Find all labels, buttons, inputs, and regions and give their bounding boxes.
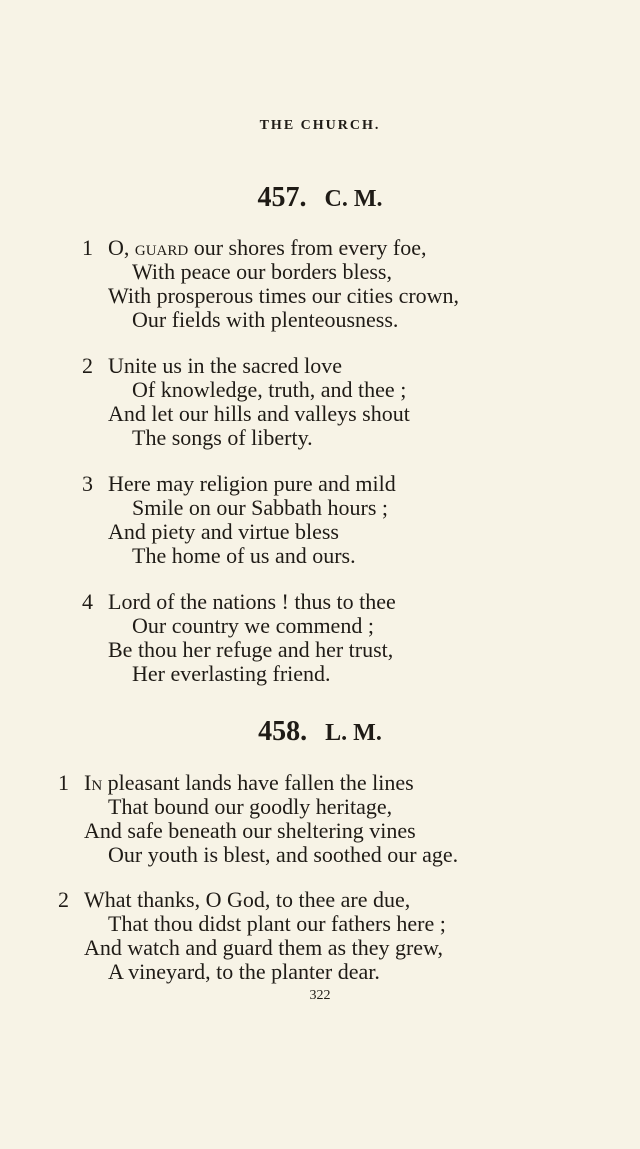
verse-text: pleasant lands have fallen the lines [102, 770, 414, 795]
verse-line [82, 353, 410, 378]
stanza-number: 1 [82, 235, 93, 260]
verse-line [82, 235, 459, 260]
verse-text: our shores from every foe, [188, 235, 427, 260]
verse-lead: O, [108, 235, 135, 260]
small-caps-word: guard [134, 235, 189, 260]
verse-line: That thou didst plant our fathers here ; [108, 911, 446, 936]
hymn-number: 457. [257, 182, 307, 213]
hymn-458-header [0, 716, 640, 748]
verse-line: Of knowledge, truth, and thee ; [132, 377, 407, 402]
verse-line: And safe beneath our sheltering vines [84, 818, 416, 843]
stanza-number: 3 [82, 471, 93, 496]
stanza-number: 2 [82, 353, 93, 378]
stanza-number: 2 [58, 887, 69, 912]
page-number: 322 [309, 988, 331, 1003]
verse-line: The songs of liberty. [132, 425, 313, 450]
verse-line: Our country we commend ; [132, 613, 374, 638]
small-caps-word: In [84, 770, 103, 795]
hymn-meter: L. M. [325, 720, 382, 746]
verse-line: And let our hills and valleys shout [108, 401, 410, 426]
verse-line: The home of us and ours. [132, 543, 356, 568]
verse-line [58, 770, 458, 795]
stanza-number: 1 [58, 770, 69, 795]
hymn-457-stanza-1 [82, 235, 460, 332]
verse-line: And watch and guard them as they grew, [84, 935, 444, 960]
verse-line: Our youth is blest, and soothed our age. [108, 842, 459, 867]
verse-text: Lord of the nations ! thus to thee [108, 589, 396, 614]
verse-line: That bound our goodly heritage, [108, 794, 393, 819]
hymn-457-stanza-3 [82, 471, 396, 568]
hymn-458-stanza-2 [58, 887, 446, 984]
running-head: THE CHURCH. [259, 118, 381, 133]
verse-line: And piety and virtue bless [108, 519, 339, 544]
verse-line [82, 589, 396, 614]
verse-line: With peace our borders bless, [132, 259, 392, 284]
verse-line: Be thou her refuge and her trust, [108, 637, 394, 662]
hymn-number: 458. [258, 716, 308, 747]
verse-line [82, 471, 396, 496]
hymn-meter: C. M. [324, 186, 383, 212]
hymn-457-stanza-4 [82, 589, 396, 686]
verse-text: Here may religion pure and mild [108, 471, 396, 496]
verse-text: Unite us in the sacred love [108, 353, 342, 378]
verse-text: What thanks, O God, to thee are due, [84, 887, 411, 912]
verse-line: Our fields with plenteousness. [132, 307, 399, 332]
verse-line: A vineyard, to the planter dear. [108, 959, 380, 984]
hymn-457-header [0, 182, 640, 214]
verse-line [58, 887, 446, 912]
verse-line: With prosperous times our cities crown, [108, 283, 460, 308]
hymn-457-stanza-2 [82, 353, 410, 450]
stanza-number: 4 [82, 589, 93, 614]
verse-line: Smile on our Sabbath hours ; [132, 495, 389, 520]
hymn-458-stanza-1 [58, 770, 459, 867]
verse-line: Her everlasting friend. [132, 661, 331, 686]
